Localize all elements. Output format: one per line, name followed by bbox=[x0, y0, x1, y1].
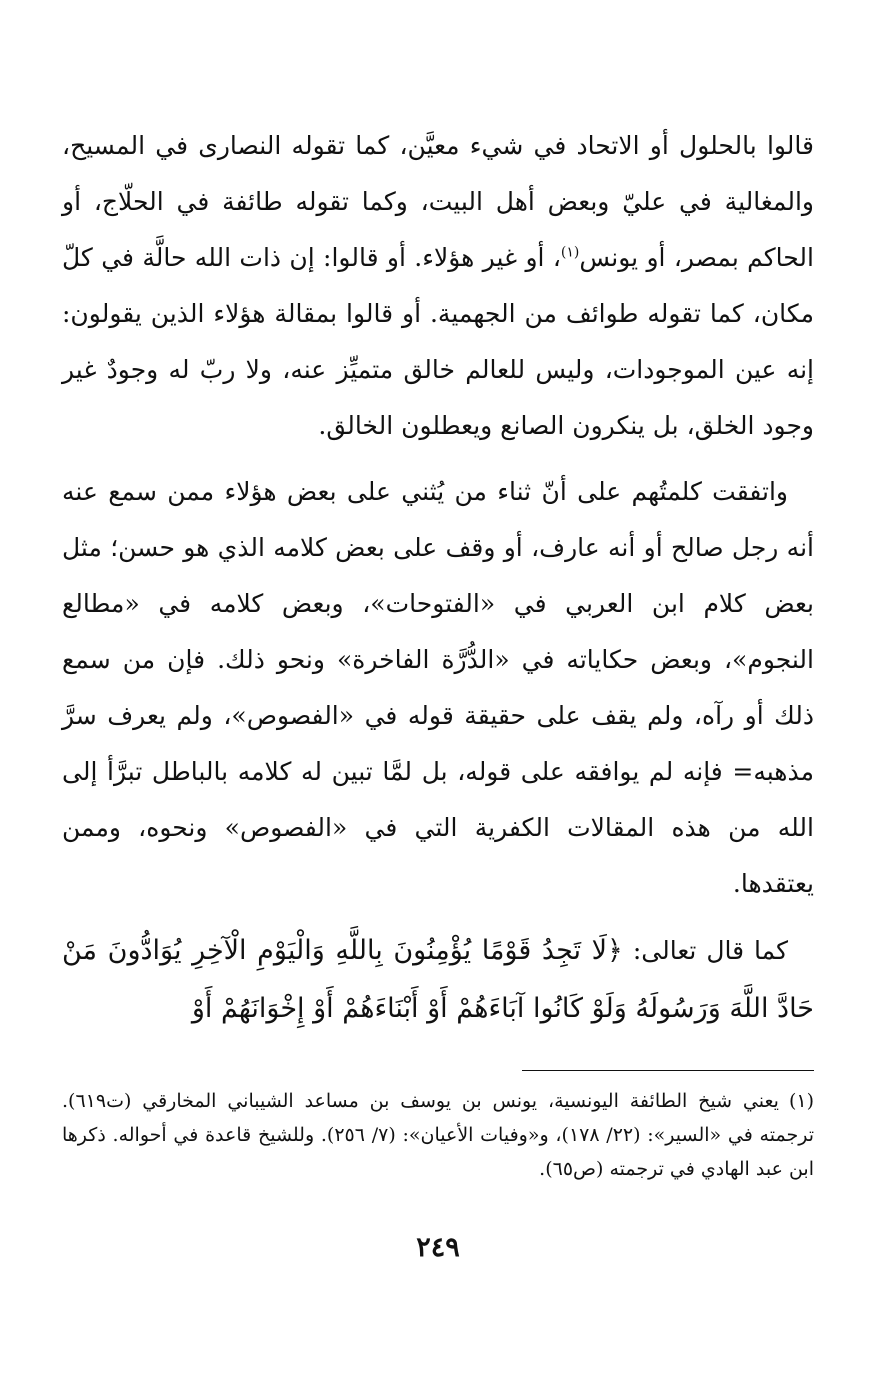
footnotes bbox=[62, 1084, 814, 1186]
footnote-1 bbox=[62, 1084, 814, 1186]
paragraph-3 bbox=[62, 922, 814, 1038]
page-number: ٢٤٩ bbox=[416, 1232, 460, 1263]
paragraph-1 bbox=[62, 118, 814, 454]
main-text bbox=[62, 118, 814, 1038]
footnote-text: يعني شيخ الطائفة اليونسية، يونس بن يوسف بن مساعد الشيباني المخارقي (ت٦١٩). ترجمته في «السير»: (٢٢/ ١٧٨)، و«وفيات الأعيان»: (٧/ ٢٥٦). وللشيخ قاعدة في أحواله. ذكرها ابن عبد الهادي في ترجمته (ص٦٥). bbox=[62, 1090, 814, 1180]
footnote-marker-1: (١) bbox=[560, 244, 580, 261]
quran-verse: ﴿لَا تَجِدُ قَوْمًا يُؤْمِنُونَ بِاللَّهِ وَالْيَوْمِ الْآخِرِ يُوَادُّونَ مَنْ حَادَّ اللَّهَ وَرَسُولَهُ وَلَوْ كَانُوا آبَاءَهُمْ أَوْ أَبْنَاءَهُمْ أَوْ إِخْوَانَهُمْ أَوْ bbox=[62, 935, 814, 1024]
paragraph-1-before-marker: قالوا بالحلول أو الاتحاد في شيء معيَّن، كما تقوله النصارى في المسيح، والمغالية في عليّ وبعض أهل البيت، وكما تقوله طائفة في الحلّاج، أو الحاكم بمصر، أو يونس bbox=[62, 131, 814, 272]
paragraph-1-after-marker: ، أو غير هؤلاء. أو قالوا: إن ذات الله حالَّة في كلّ مكان، كما تقوله طوائف من الجهمية. أو قالوا بمقالة هؤلاء الذين يقولون: إنه عين الموجودات، وليس للعالم خالق متميِّز عنه، ولا ربّ له وجودٌ غير وجود الخلق، بل ينكرون الصانع ويعطلون الخالق. bbox=[62, 243, 814, 440]
paragraph-2: واتفقت كلمتُهم على أنّ ثناء من يُثني على بعض هؤلاء ممن سمع عنه أنه رجل صالح أو أنه عارف، أو وقف على بعض كلامه الذي هو حسن؛ مثل بعض كلام ابن العربي في «الفتوحات»، وبعض كلامه في «مطالع النجوم»، وبعض حكاياته في «الدُّرَّة الفاخرة» ونحو ذلك. فإن من سمع ذلك أو رآه، ولم يقف على حقيقة قوله في «الفصوص»، ولم يعرف سرَّ مذهبه= فإنه لم يوافقه على قوله، بل لمَّا تبين له كلامه بالباطل تبرَّأ إلى الله من هذه المقالات الكفرية التي في «الفصوص» ونحوه، وممن يعتقدها. bbox=[62, 477, 814, 898]
footnote-number: (١) bbox=[788, 1090, 814, 1112]
quran-intro: كما قال تعالى: bbox=[622, 936, 788, 965]
book-page bbox=[62, 118, 814, 1348]
footnote-separator bbox=[522, 1070, 814, 1071]
